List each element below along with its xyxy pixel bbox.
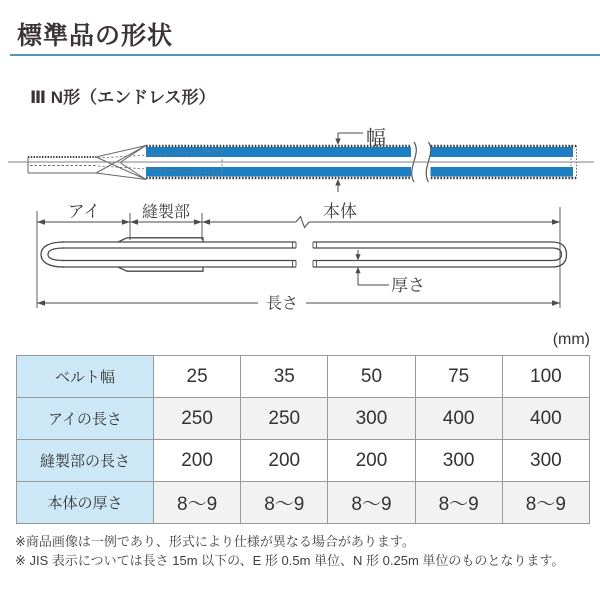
spec-value: 8～9 [502, 482, 589, 524]
belt-top-view-diagram [0, 113, 600, 198]
table-row [17, 356, 590, 398]
spec-value: 8～9 [154, 482, 241, 524]
thickness-label: 厚さ [391, 276, 425, 295]
spec-value: 8～9 [415, 482, 502, 524]
spec-value: 400 [502, 398, 589, 440]
table-row [17, 398, 590, 440]
width-dimension [335, 127, 386, 193]
sewn-section-label: 縫製部 [141, 204, 191, 221]
spec-value: 200 [154, 440, 241, 482]
page-title: 標準品の形状 [17, 22, 174, 50]
spec-table [16, 355, 590, 524]
spec-value: 8～9 [328, 482, 415, 524]
unit-label: (mm) [552, 331, 590, 348]
spec-value: 300 [328, 398, 415, 440]
row-label: 縫製部の長さ [17, 440, 154, 482]
spec-value: 250 [241, 398, 328, 440]
spec-value: 400 [415, 398, 502, 440]
table-row [17, 482, 590, 524]
length-dimension [37, 295, 560, 313]
footnote-1: ※商品画像は一例であり、形式により仕様が異なる場合があります。 [15, 534, 415, 549]
sling-profile [41, 238, 567, 271]
length-label: 長さ [265, 295, 299, 313]
segment-dimension-line [37, 202, 560, 228]
table-row [17, 440, 590, 482]
spec-value: 35 [241, 356, 328, 398]
spec-value: 25 [154, 356, 241, 398]
footnote-2: ※ JIS 表示については長さ 15m 以下の、E 形 0.5m 単位、N 形 0.25m 単位のものとなります。 [15, 552, 565, 568]
width-label: 幅 [366, 127, 386, 150]
footnotes [15, 533, 564, 570]
title-underline [10, 54, 600, 56]
spec-value: 100 [502, 356, 589, 398]
row-label: 本体の厚さ [17, 482, 154, 524]
spec-value: 250 [154, 398, 241, 440]
spec-value: 200 [241, 440, 328, 482]
spec-value: 200 [328, 440, 415, 482]
spec-value: 75 [415, 356, 502, 398]
section-subtitle: Ⅲ N形（エンドレス形） [30, 88, 216, 107]
row-label: アイの長さ [17, 398, 154, 440]
thickness-dimension [355, 250, 425, 295]
spec-value: 8～9 [241, 482, 328, 524]
spec-value: 300 [415, 440, 502, 482]
body-label: 本体 [323, 202, 357, 221]
eye-label: アイ [67, 202, 101, 221]
spec-value: 50 [328, 356, 415, 398]
row-label: ベルト幅 [17, 356, 154, 398]
spec-value: 300 [502, 440, 589, 482]
belt-side-view-diagram [0, 195, 600, 320]
